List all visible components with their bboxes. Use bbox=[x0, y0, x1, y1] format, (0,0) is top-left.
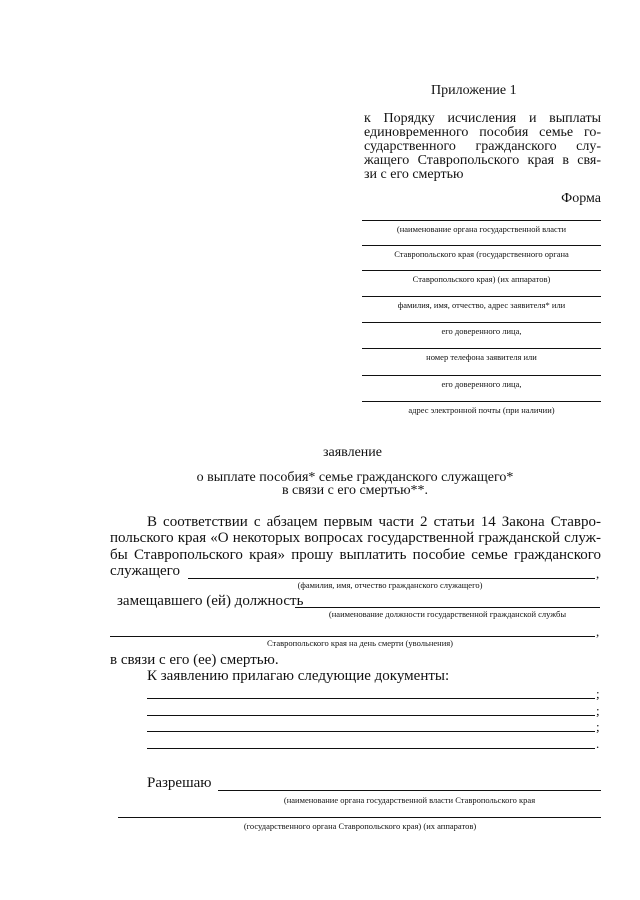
doc-period-4: . bbox=[596, 736, 600, 751]
docs-line: К заявлению прилагаю следующие документы: bbox=[147, 668, 450, 684]
addressee-line-3 bbox=[362, 270, 601, 271]
permit-line-2 bbox=[118, 817, 601, 818]
servant-caption: (фамилия, имя, отчество гражданского служащего) bbox=[297, 580, 483, 590]
permit-caption-2: (государственного органа Ставропольского края) (их аппаратов) bbox=[243, 821, 477, 831]
doc-line-3 bbox=[147, 731, 595, 732]
position-label: замещавшего (ей) должность bbox=[117, 593, 304, 609]
death-line: в связи с его (ее) смертью. bbox=[110, 652, 279, 668]
title-line-2: в связи с его смертью**. bbox=[281, 483, 429, 498]
addressee-caption-1: (наименование органа государственной власти bbox=[396, 224, 567, 234]
addressee-line-5 bbox=[362, 322, 601, 323]
servant-label: служащего bbox=[110, 563, 180, 579]
permit-label: Разрешаю bbox=[147, 775, 212, 791]
document-title: заявление bbox=[323, 445, 383, 460]
addressee-line-7 bbox=[362, 375, 601, 376]
position-comma: , bbox=[596, 624, 600, 639]
doc-semicolon-1: ; bbox=[596, 686, 600, 701]
position-caption: (наименование должности государственной гражданской службы bbox=[328, 609, 567, 619]
addressee-line-6 bbox=[362, 348, 601, 349]
body-para-line-2: польского края «О некоторых вопросах государственной гражданской служ- bbox=[110, 530, 601, 546]
addressee-caption-8: адрес электронной почты (при наличии) bbox=[408, 405, 555, 415]
doc-line-2 bbox=[147, 715, 595, 716]
appendix-line-5: зи с его смертью bbox=[364, 167, 464, 182]
appendix-line-3: сударственного гражданского слу- bbox=[364, 139, 601, 154]
appendix-line-1: к Порядку исчисления и выплаты bbox=[364, 111, 601, 126]
appendix-line-4: жащего Ставропольского края в свя- bbox=[364, 153, 601, 168]
addressee-caption-3: Ставропольского края) (их аппаратов) bbox=[412, 274, 551, 284]
addressee-caption-6: номер телефона заявителя или bbox=[426, 352, 537, 362]
addressee-caption-5: его доверенного лица, bbox=[441, 326, 522, 336]
addressee-line-8 bbox=[362, 401, 601, 402]
addressee-caption-7: его доверенного лица, bbox=[441, 379, 522, 389]
servant-line bbox=[188, 578, 595, 579]
position-line bbox=[295, 607, 600, 608]
addressee-line-1 bbox=[362, 220, 601, 221]
addressee-line-4 bbox=[362, 296, 601, 297]
addressee-caption-2: Ставропольского края (государственного органа bbox=[394, 249, 569, 259]
addressee-line-2 bbox=[362, 245, 601, 246]
form-label: Форма bbox=[561, 191, 601, 206]
addressee-caption-4: фамилия, имя, отчество, адрес заявителя* или bbox=[397, 300, 566, 310]
title-line-1: о выплате пособия* семье гражданского служащего* bbox=[196, 470, 514, 485]
doc-line-1 bbox=[147, 698, 595, 699]
doc-semicolon-2: ; bbox=[596, 703, 600, 718]
permit-line bbox=[218, 790, 601, 791]
body-para-line-1: В соответствии с абзацем первым части 2 статьи 14 Закона Ставро- bbox=[147, 514, 601, 530]
position-caption-2: Ставропольского края на день смерти (увольнения) bbox=[266, 638, 454, 648]
doc-semicolon-3: ; bbox=[596, 719, 600, 734]
body-para-line-3: бы Ставропольского края» прошу выплатить пособие семье гражданского bbox=[110, 547, 601, 563]
appendix-title: Приложение 1 bbox=[431, 83, 517, 98]
doc-line-4 bbox=[147, 748, 595, 749]
servant-comma: , bbox=[596, 566, 600, 581]
appendix-line-2: единовременного пособия семье го- bbox=[364, 125, 601, 140]
position-line-2 bbox=[110, 636, 595, 637]
permit-caption: (наименование органа государственной власти Ставропольского края bbox=[283, 795, 536, 805]
